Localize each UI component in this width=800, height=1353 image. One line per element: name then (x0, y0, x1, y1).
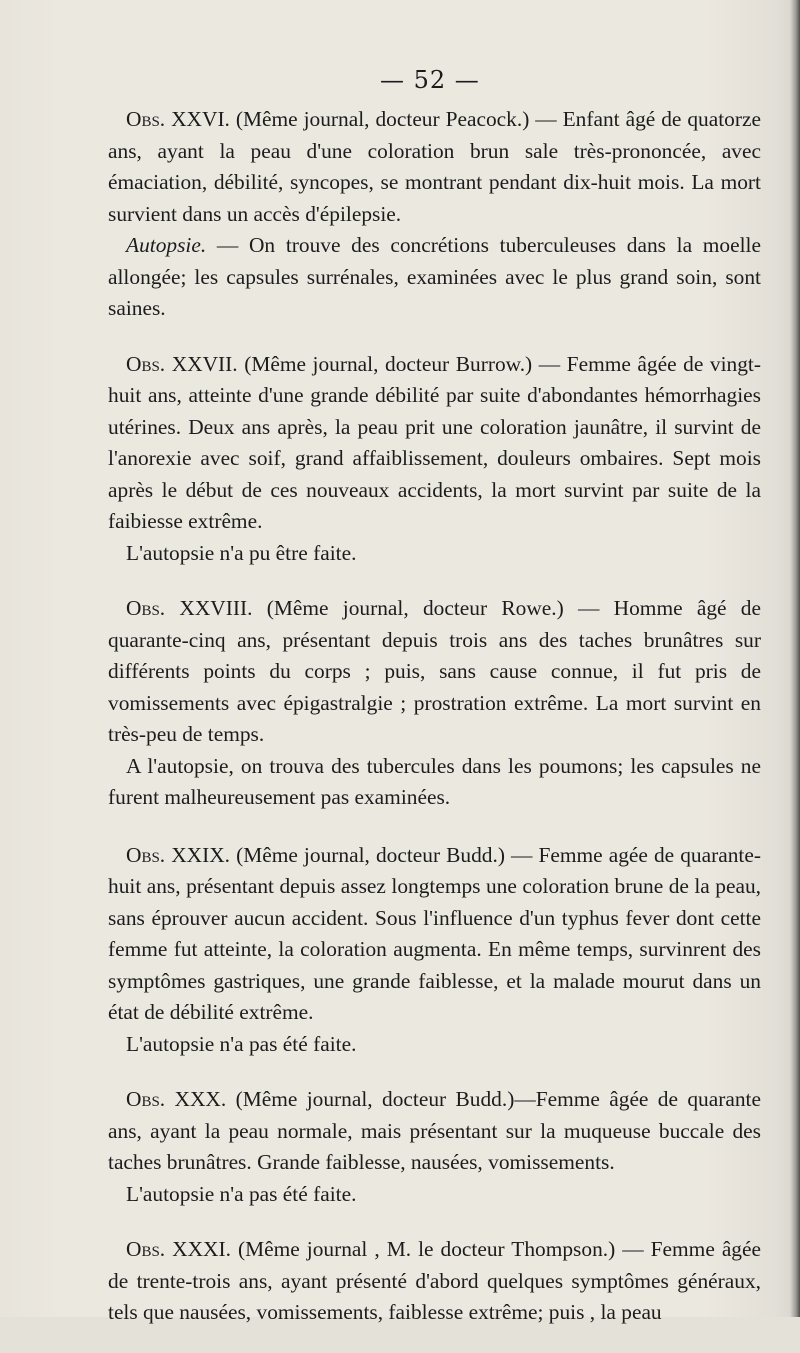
observation-label: Obs. XXVI. (126, 107, 230, 131)
observation-text: (Même journal, docteur Budd.)—Femme âgée de quarante ans, ayant la peau normale, mais présentant sur la muqueuse buccale des taches brunâtres. Grande faiblesse, nausées, vomissements. (108, 1087, 761, 1174)
autopsy-note: A l'autopsie, on trouva des tubercules dans les poumons; les capsules ne furent malheureusement pas examinées. (108, 753, 761, 809)
autopsy-label: Autopsie. (126, 233, 207, 257)
page-number: — 52 — (380, 66, 480, 94)
observation-29 (108, 840, 761, 1061)
observation-paragraph (108, 840, 761, 1029)
observation-paragraph (108, 1234, 761, 1329)
observation-text: (Même journal, docteur Peacock.) — Enfant âgé de quatorze ans, ayant la peau d'une coloration brun sale très-prononcée, avec émaciation, débilité, syncopes, se montrant pendant dix-huit mois. La mort survient dans un accès d'épilepsie. (108, 107, 761, 226)
observation-28 (108, 593, 761, 814)
observation-paragraph (108, 349, 761, 538)
autopsy-note: L'autopsie n'a pas été faite. (126, 1031, 357, 1056)
observation-label: Obs. XXX. (126, 1087, 227, 1111)
observation-label: Obs. XXXI. (126, 1237, 231, 1261)
observation-text: (Même journal, docteur Rowe.) — Homme âgé de quarante-cinq ans, présentant depuis trois ans des taches brunâtres sur différents points du corps ; puis, sans cause connue, il fut pris de vomissements avec épigastralgie ; prostration extrême. La mort survint en très-peu de temps. (108, 596, 761, 746)
observation-label: Obs. XXIX. (126, 842, 231, 867)
page-edge-shadow (790, 0, 800, 1317)
observation-label: Obs. XXVII. (126, 351, 238, 376)
observation-text: (Même journal, docteur Burrow.) — Femme âgée de vingt-huit ans, atteinte d'une grande débilité par suite d'abondantes hémorrhagies utérines. Deux ans après, la peau prit une coloration jaunâtre, il survint de l'anorexie avec soif, grand affaiblissement, douleurs ombaires. Sept mois après le début de ces nouveaux accidents, la mort survint par suite de la faibiesse extrême. (108, 351, 761, 533)
autopsy-note: L'autopsie n'a pu être faite. (126, 540, 357, 565)
body-text (108, 104, 761, 1353)
autopsy-text: — On trouve des concrétions tuberculeuses dans la moelle allongée; les capsules surrénales, examinées avec le plus grand soin, sont saines. (108, 233, 761, 320)
observation-label: Obs. XXVIII. (126, 596, 253, 620)
observation-30 (108, 1084, 761, 1210)
observation-paragraph (108, 1084, 761, 1179)
observation-26 (108, 104, 761, 325)
observation-paragraph (108, 104, 761, 230)
observation-paragraph (108, 593, 761, 751)
observation-31 (108, 1234, 761, 1329)
autopsy-paragraph (108, 230, 761, 325)
observation-text: (Même journal , M. le docteur Thompson.) — Femme âgée de trente-trois ans, ayant présenté d'abord quelques symptômes généraux, tels que nausées, vomissements, faiblesse extrême; puis , la peau (108, 1237, 761, 1324)
observation-text: (Même journal, docteur Budd.) — Femme agée de quarante-huit ans, présentant depuis assez longtemps une coloration brune de la peau, sans éprouver aucun accident. Sous l'influence d'un typhus fever dont cette femme fut atteinte, la coloration augmenta. En même temps, survinrent des symptômes gastriques, une grande faiblesse, et la malade mourut dans un état de débilité extrême. (108, 842, 761, 1024)
observation-27 (108, 349, 761, 570)
autopsy-note: L'autopsie n'a pas été faite. (126, 1181, 357, 1206)
